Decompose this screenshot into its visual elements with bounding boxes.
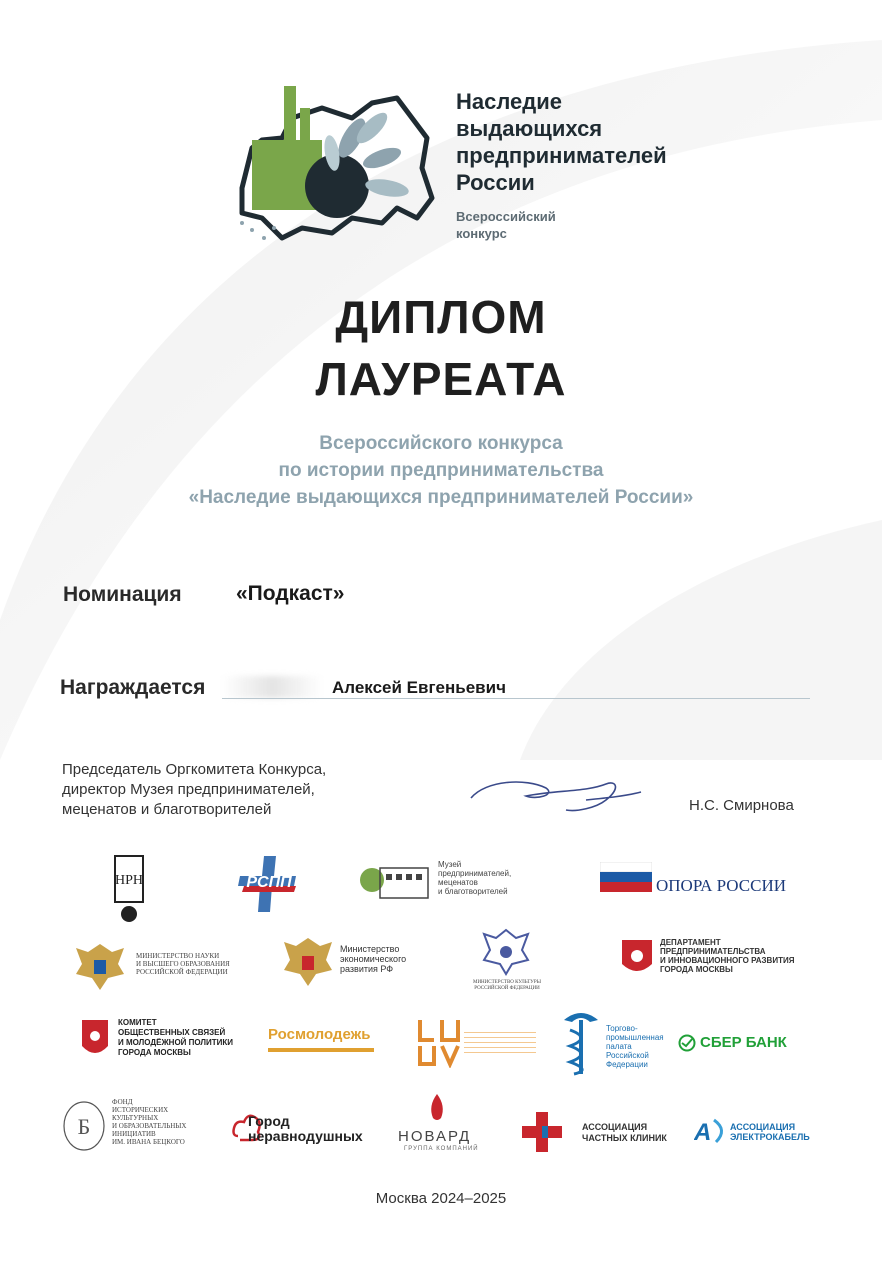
center-logo-icon xyxy=(416,1016,462,1068)
nomination-value: «Подкаст» xyxy=(236,582,345,605)
minkult-label: МИНИСТЕРСТВО КУЛЬТУРЫ РОССИЙСКОЙ ФЕДЕРАЦИИ xyxy=(473,980,541,991)
fond-label: ФОНД ИСТОРИЧЕСКИХ КУЛЬТУРНЫХ И ОБРАЗОВАТЕЛЬНЫХ ИНИЦИАТИВ ИМ. ИВАНА БЕЦКОГО xyxy=(112,1098,187,1146)
award-label: Награждается xyxy=(60,676,206,699)
minkult-eagle-icon xyxy=(482,928,530,976)
cable-icon xyxy=(694,1116,730,1146)
diploma-title-line1: ДИПЛОМ xyxy=(335,291,547,343)
contest-line: по истории предпринимательства xyxy=(278,460,604,481)
rosmol-underline xyxy=(268,1048,374,1052)
cable-label: АССОЦИАЦИЯ ЭЛЕКТРОКАБЕЛЬ xyxy=(730,1122,810,1142)
sber-label: СБЕР БАНК xyxy=(700,1034,787,1051)
contest-line: «Наследие выдающихся предпринимателей России» xyxy=(188,487,694,508)
opora-flag-icon xyxy=(600,862,652,892)
museum-label: Музей предпринимателей, меценатов и благотворителей xyxy=(438,860,512,896)
mineco-label: Министерство экономического развития РФ xyxy=(340,944,407,974)
committee-label: КОМИТЕТ ОБЩЕСТВЕННЫХ СВЯЗЕЙ И МОЛОДЁЖНОЙ ПОЛИТИКИ ГОРОДА МОСКВЫ xyxy=(118,1018,234,1057)
nrn-emblem-icon xyxy=(112,852,146,926)
minobr-label: МИНИСТЕРСТВО НАУКИ И ВЫСШЕГО ОБРАЗОВАНИЯ РОССИЙСКОЙ ФЕДЕРАЦИИ xyxy=(136,952,230,976)
signer-name: Н.С. Смирнова xyxy=(689,797,794,814)
rosmol-label: Росмолодежь xyxy=(268,1026,371,1043)
rspp-label: РСПП xyxy=(246,874,292,891)
tpp-caduceus-icon xyxy=(560,1010,602,1076)
minobr-eagle-icon xyxy=(72,938,128,994)
clinics-label: АССОЦИАЦИЯ ЧАСТНЫХ КЛИНИК xyxy=(582,1122,667,1143)
center-logo-text xyxy=(464,1032,536,1054)
svg-text:Б: Б xyxy=(77,1114,91,1139)
svg-text:A: A xyxy=(694,1119,712,1146)
committee-coat-icon xyxy=(80,1018,110,1060)
clinics-cross-icon xyxy=(520,1110,564,1154)
opora-label: ОПОРА РОССИИ xyxy=(656,876,787,895)
contest-description xyxy=(0,430,882,511)
tpp-label: Торгово- промышленная палата Российской Федерации xyxy=(606,1024,664,1069)
logo-subtitle: Всероссийский конкурс xyxy=(456,209,556,241)
awardee-name: Алексей Евгеньевич xyxy=(332,678,506,697)
logo-title: Наследие выдающихся предпринимателей России xyxy=(456,89,667,195)
svg-text:НРН: НРН xyxy=(114,873,144,888)
museum-building-icon xyxy=(360,862,432,900)
award-underline xyxy=(222,698,810,699)
footer-city-year: Москва 2024–2025 xyxy=(375,1190,507,1207)
novard-label: НОВАРД xyxy=(398,1128,472,1145)
chair-title: Председатель Оргкомитета Конкурса, директор Музея предпринимателей, меценатов и благотворителей xyxy=(62,761,327,818)
mineco-eagle-icon xyxy=(282,934,334,990)
dep-moscow-label: ДЕПАРТАМЕНТ ПРЕДПРИНИМАТЕЛЬСТВА И ИННОВАЦИОННОГО РАЗВИТИЯ ГОРОДА МОСКВЫ xyxy=(660,938,795,974)
moscow-coat-icon xyxy=(620,938,654,978)
redacted-surname xyxy=(222,676,322,698)
fond-emblem-icon xyxy=(62,1100,106,1152)
novard-flame-icon xyxy=(428,1092,446,1122)
contest-line: Всероссийского конкурса xyxy=(319,433,563,454)
diploma-title-line2: ЛАУРЕАТА xyxy=(315,353,567,405)
gorod-label: Город неравнодушных xyxy=(248,1113,363,1144)
nomination-label: Номинация xyxy=(63,583,182,606)
rspp-logo xyxy=(236,856,302,912)
novard-sublabel: ГРУППА КОМПАНИЙ xyxy=(404,1146,479,1152)
sber-icon xyxy=(678,1034,696,1052)
signature-icon xyxy=(466,770,646,820)
contest-logo-icon xyxy=(222,78,442,253)
